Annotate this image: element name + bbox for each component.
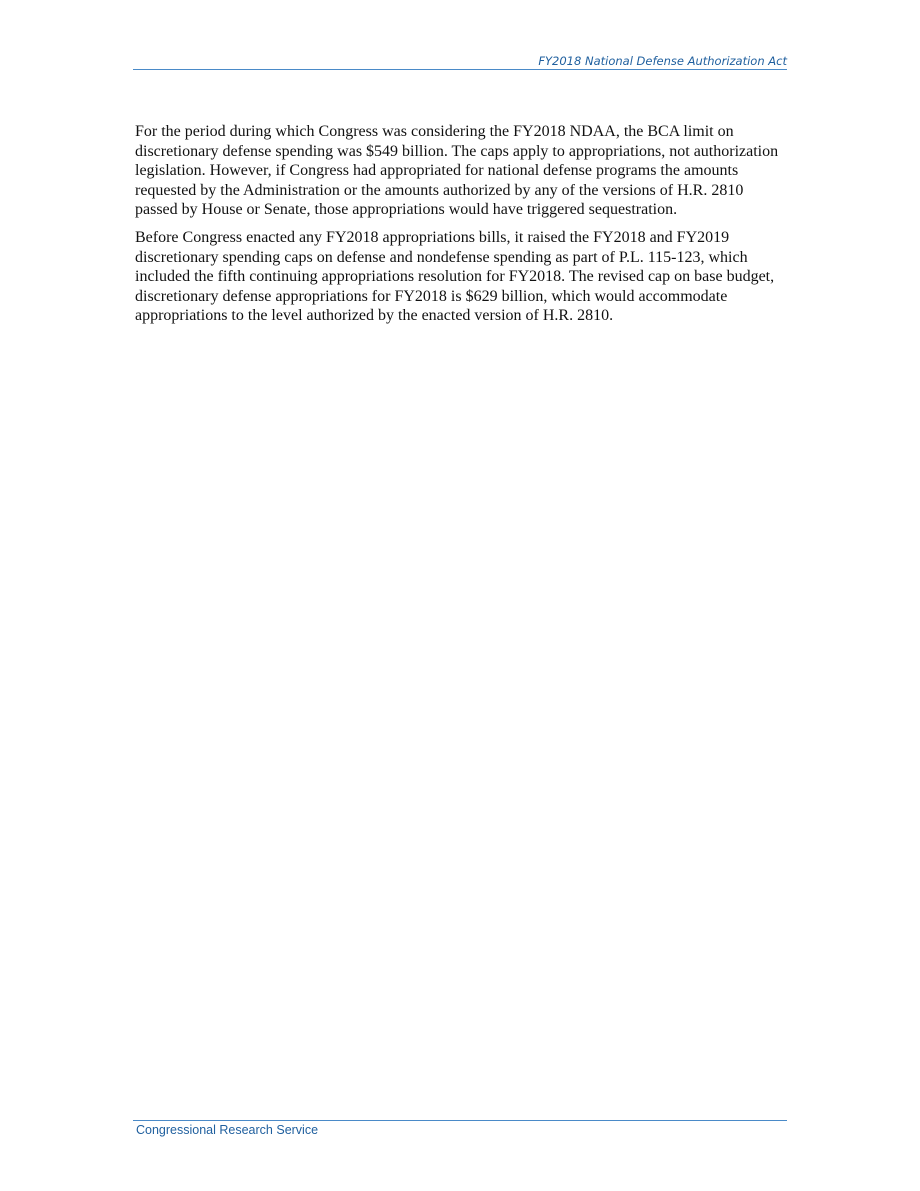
footer-rule: [133, 1120, 787, 1121]
paragraph-1: For the period during which Congress was considering the FY2018 NDAA, the BCA limit on discretionary defense spending was $549 billion. The caps apply to appropriations, not authorization legislation. However, if Congress had appropriated for national defense programs the amounts requested by the Administration or the amounts authorized by any of the versions of H.R. 2810 passed by House or Senate, those appropriations would have triggered sequestration.: [135, 123, 779, 219]
body-text: [135, 122, 785, 334]
paragraph-2: Before Congress enacted any FY2018 appropriations bills, it raised the FY2018 and FY2019 discretionary spending caps on defense and nondefense spending as part of P.L. 115-123, which included the fifth continuing appropriations resolution for FY2018. The revised cap on base budget, discretionary defense appropriations for FY2018 is $629 billion, which would accommodate appropriations to the level authorized by the enacted version of H.R. 2810.: [135, 228, 775, 325]
running-header: FY2018 National Defense Authorization Act: [538, 54, 787, 68]
header-rule: [133, 69, 787, 70]
running-footer: Congressional Research Service: [136, 1123, 319, 1137]
